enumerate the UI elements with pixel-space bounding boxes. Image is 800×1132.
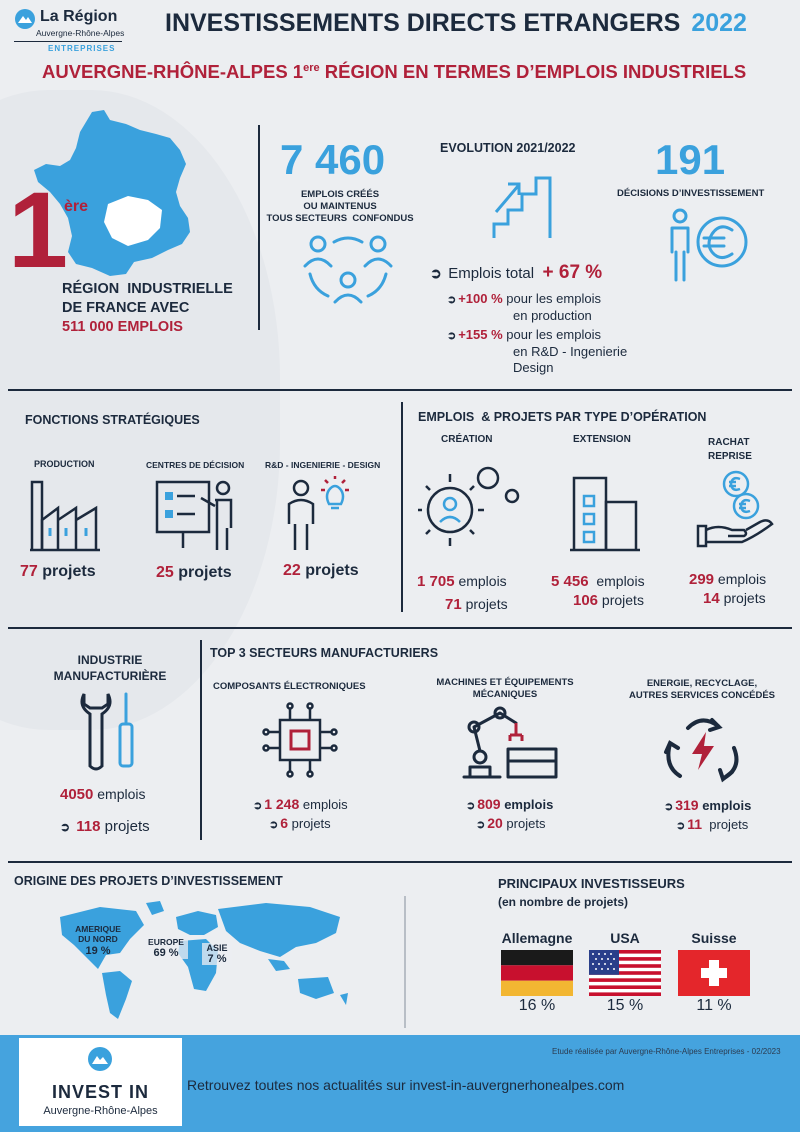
operations-title: EMPLOIS & PROJETS PAR TYPE D’OPÉRATION: [418, 410, 707, 424]
arrow-icon: ➲: [466, 800, 476, 812]
region-na-2: DU NORD: [78, 934, 118, 944]
rank-number: 1: [8, 169, 69, 290]
growth-chart-icon: [492, 172, 564, 240]
investor-pct-2: 15 %: [606, 997, 644, 1014]
sector-label-1: COMPOSANTS ÉLECTRONIQUES: [213, 681, 366, 692]
rank-line-1: RÉGION INDUSTRIELLE: [62, 281, 233, 297]
investor-pct-1: 16 %: [518, 997, 556, 1014]
function-label-3: R&D - INGENIERIE - DESIGN: [265, 460, 381, 470]
evolution-item-2: [447, 327, 627, 376]
people-network-icon: [302, 232, 394, 306]
usa-flag-icon: [589, 950, 661, 996]
investors-title-2: (en nombre de projets): [498, 895, 629, 909]
investor-country-2: USA: [610, 930, 640, 946]
function-unit-1: projets: [42, 563, 96, 580]
function-unit-3: projets: [305, 562, 359, 579]
region-logo-icon: [14, 8, 36, 30]
sector-jobs-2: [466, 796, 553, 815]
evolution-total-label: Emplois total: [448, 265, 535, 282]
function-value-1: [20, 563, 96, 581]
decisions-label: DÉCISIONS D’INVESTISSEMENT: [617, 188, 765, 199]
sector-label-2b: MÉCANIQUES: [472, 689, 538, 700]
operation-values-1: [417, 570, 508, 616]
sector-jobs-num-3: 319: [675, 797, 699, 813]
subtitle-pre: AUVERGNE-RHÔNE-ALPES 1: [42, 61, 304, 82]
function-value-3: [283, 562, 359, 580]
region-logo[interactable]: [14, 6, 124, 52]
industry-title: [30, 652, 190, 684]
sector-values-2: [466, 796, 553, 834]
industry-jobs-unit: emplois: [97, 786, 146, 802]
operation-label-1: CRÉATION: [441, 434, 493, 445]
germany-flag-icon: [501, 950, 573, 996]
industry-jobs-num: 4050: [60, 786, 94, 803]
page-title-text: INVESTISSEMENTS DIRECTS ETRANGERS: [165, 9, 681, 37]
operation-proj-3: [703, 589, 766, 608]
subtitle-post: RÉGION EN TERMES D’EMPLOIS INDUSTRIELS: [319, 61, 747, 82]
investor-country-1: Allemagne: [501, 930, 573, 946]
sector-jobs-num-2: 809: [477, 796, 501, 812]
industry-proj-num: 118: [76, 818, 101, 835]
sector-proj-2: [476, 815, 553, 834]
operation-values-2: [551, 572, 645, 610]
sector-jobs-unit-2: emplois: [504, 797, 554, 812]
gears-icon: [418, 460, 524, 546]
sector-label-2a: MACHINES ET ÉQUIPEMENTS: [436, 677, 574, 688]
footer-credit: Etude réalisée par Auvergne-Rhône-Alpes Entreprises - 02/2023: [552, 1047, 781, 1056]
region-label-asia: [202, 943, 232, 965]
investor-country-3: Suisse: [691, 930, 737, 946]
sector-proj-num-2: 20: [487, 815, 503, 831]
logo-sub: Auvergne-Rhône-Alpes: [36, 28, 125, 38]
logo-tag: ENTREPRISES: [48, 44, 116, 53]
operation-proj-1: [445, 593, 508, 616]
jobs-label-1: EMPLOIS CRÉÉS: [300, 189, 380, 200]
operation-jobs-unit-2: emplois: [596, 573, 645, 589]
sector-proj-num-1: 6: [280, 815, 289, 831]
arrow-icon: ➲: [664, 801, 674, 813]
arrow-icon: ➲: [676, 820, 686, 832]
evolution-item-1-text-1: pour les emplois: [506, 291, 601, 306]
rank-line-2: DE FRANCE AVEC: [62, 300, 190, 316]
function-label-1: PRODUCTION: [34, 459, 95, 469]
arrow-icon: ➲: [430, 265, 442, 281]
operation-label-3b: REPRISE: [708, 451, 752, 462]
evolution-item-2-text-2: en R&D - Ingenierie: [513, 344, 628, 359]
buildings-icon: [570, 474, 642, 552]
sector-proj-3: [676, 816, 751, 835]
presentation-board-icon: [155, 478, 235, 552]
operation-jobs-unit-3: emplois: [717, 571, 767, 587]
evolution-item-2-value: +155 %: [458, 327, 503, 342]
operation-values-3: [689, 570, 766, 608]
arrow-icon: ➲: [476, 819, 486, 831]
evolution-item-2-text-1: pour les emplois: [506, 327, 601, 342]
region-eu-pct: 69 %: [153, 947, 179, 959]
sector-jobs-1: [253, 796, 348, 815]
subtitle-sup: ere: [303, 61, 320, 74]
jobs-value: 7 460: [280, 136, 386, 183]
page-title: [165, 9, 747, 38]
arrow-icon: ➲: [253, 800, 263, 812]
page-title-year: 2022: [691, 9, 747, 37]
recycle-energy-icon: [662, 712, 744, 786]
industry-jobs: [60, 786, 146, 803]
euro-person-icon: [668, 208, 750, 284]
industry-title-2: MANUFACTURIÈRE: [53, 669, 167, 683]
operation-label-3a: RACHAT: [708, 437, 750, 448]
sector-label-3b: AUTRES SERVICES CONCÉDÉS: [628, 690, 776, 701]
sector-values-3: [664, 797, 751, 835]
invest-logo-icon: [87, 1046, 113, 1072]
function-value-2: [156, 564, 232, 582]
operation-jobs-num-2: 5 456: [551, 573, 589, 590]
divider-horizontal-3: [8, 861, 792, 863]
function-unit-2: projets: [178, 564, 232, 581]
factory-icon: [30, 478, 102, 552]
invest-in-logo[interactable]: [19, 1038, 182, 1126]
functions-title: FONCTIONS STRATÉGIQUES: [25, 413, 200, 427]
rank-line-3: 511 000 EMPLOIS: [62, 319, 183, 335]
switzerland-flag-icon: [678, 950, 750, 996]
evolution-total: [430, 262, 602, 284]
hand-coins-icon: [696, 470, 776, 550]
function-num-3: 22: [283, 562, 301, 579]
invest-in-region: Auvergne-Rhône-Alpes: [43, 1105, 158, 1117]
arrow-icon: ➲: [447, 294, 457, 306]
operation-jobs-num-3: 299: [689, 571, 715, 588]
divider-horizontal-1: [8, 389, 792, 391]
operation-jobs-unit-1: emplois: [458, 573, 507, 589]
operation-jobs-2: [551, 572, 645, 591]
region-eu-1: EUROPE: [148, 937, 184, 947]
microchip-icon: [262, 702, 338, 778]
industry-proj: [60, 818, 150, 835]
industry-title-1: INDUSTRIE: [77, 653, 143, 667]
sector-values-1: [253, 796, 348, 834]
function-num-2: 25: [156, 564, 174, 581]
page-subtitle: [42, 61, 746, 83]
evolution-item-2-text-3: Design: [513, 360, 554, 375]
evolution-item-1: [447, 291, 601, 324]
footer-link-text[interactable]: Retrouvez toutes nos actualités sur invest-in-auvergnerhonealpes.com: [187, 1077, 625, 1093]
sector-label-2: [420, 677, 590, 701]
operation-proj-2: [573, 591, 645, 610]
function-num-1: 77: [20, 563, 38, 580]
logo-divider: [14, 41, 122, 42]
region-na-1: AMERIQUE: [75, 924, 121, 934]
operation-jobs-num-1: 1 705: [417, 573, 455, 590]
jobs-label-3: TOUS SECTEURS CONFONDUS: [266, 213, 414, 224]
origin-title: ORIGINE DES PROJETS D’INVESTISSEMENT: [14, 874, 283, 888]
jobs-label-2: OU MAINTENUS: [303, 201, 377, 212]
region-label-eu: [144, 937, 188, 959]
investors-title-1: PRINCIPAUX INVESTISSEURS: [498, 876, 685, 891]
sector-proj-unit-3: projets: [709, 817, 749, 832]
top3-title: TOP 3 SECTEURS MANUFACTURIERS: [210, 646, 439, 660]
operation-label-3: [708, 436, 752, 464]
robot-arm-icon: [460, 705, 560, 781]
region-asia-pct: 7 %: [207, 953, 227, 965]
divider-vertical-1: [258, 125, 260, 330]
sector-jobs-3: [664, 797, 751, 816]
investor-pct-3: 11 %: [696, 997, 732, 1014]
evolution-total-value: + 67 %: [542, 262, 603, 283]
arrow-icon: ➲: [447, 330, 457, 342]
operation-label-2: EXTENSION: [573, 434, 631, 445]
investors-title: [498, 875, 685, 911]
idea-person-icon: [285, 476, 355, 552]
sector-label-3a: ENERGIE, RECYCLAGE,: [646, 678, 758, 689]
region-label-na: [72, 924, 124, 956]
rank-sup: ère: [64, 198, 89, 215]
operation-jobs-1: [417, 570, 508, 593]
operation-proj-num-2: 106: [573, 592, 599, 609]
operation-proj-unit-3: projets: [723, 590, 766, 606]
arrow-icon: ➲: [269, 819, 279, 831]
sector-label-3: [612, 678, 792, 702]
region-na-pct: 19 %: [85, 945, 111, 957]
sector-jobs-unit-1: emplois: [302, 797, 348, 812]
sector-proj-unit-2: projets: [506, 816, 546, 831]
arrow-icon: ➲: [60, 820, 71, 834]
divider-vertical-3: [200, 640, 202, 840]
sector-proj-num-3: 11: [687, 816, 703, 832]
operation-proj-num-1: 71: [445, 596, 462, 613]
sector-jobs-num-1: 1 248: [264, 796, 300, 812]
industry-proj-unit: projets: [104, 818, 150, 835]
divider-vertical-4: [404, 896, 406, 1028]
function-label-2: CENTRES DE DÉCISION: [146, 460, 245, 470]
region-asia-1: ASIE: [206, 943, 228, 953]
sector-proj-1: [269, 815, 348, 834]
tools-icon: [78, 690, 142, 772]
sector-proj-unit-1: projets: [291, 816, 331, 831]
jobs-labels: [255, 189, 425, 225]
logo-brand: La Région: [40, 8, 118, 25]
operation-proj-unit-1: projets: [465, 596, 508, 612]
decisions-value: 191: [655, 136, 726, 183]
evolution-title: EVOLUTION 2021/2022: [440, 141, 576, 155]
operation-jobs-3: [689, 570, 766, 589]
operation-proj-unit-2: projets: [601, 592, 644, 608]
sector-jobs-unit-3: emplois: [702, 798, 752, 813]
operation-proj-num-3: 14: [703, 590, 720, 607]
evolution-item-1-text-2: en production: [513, 308, 592, 323]
invest-in-text: INVEST IN: [51, 1082, 149, 1102]
evolution-item-1-value: +100 %: [458, 291, 503, 306]
divider-vertical-2: [401, 402, 403, 612]
divider-horizontal-2: [8, 627, 792, 629]
